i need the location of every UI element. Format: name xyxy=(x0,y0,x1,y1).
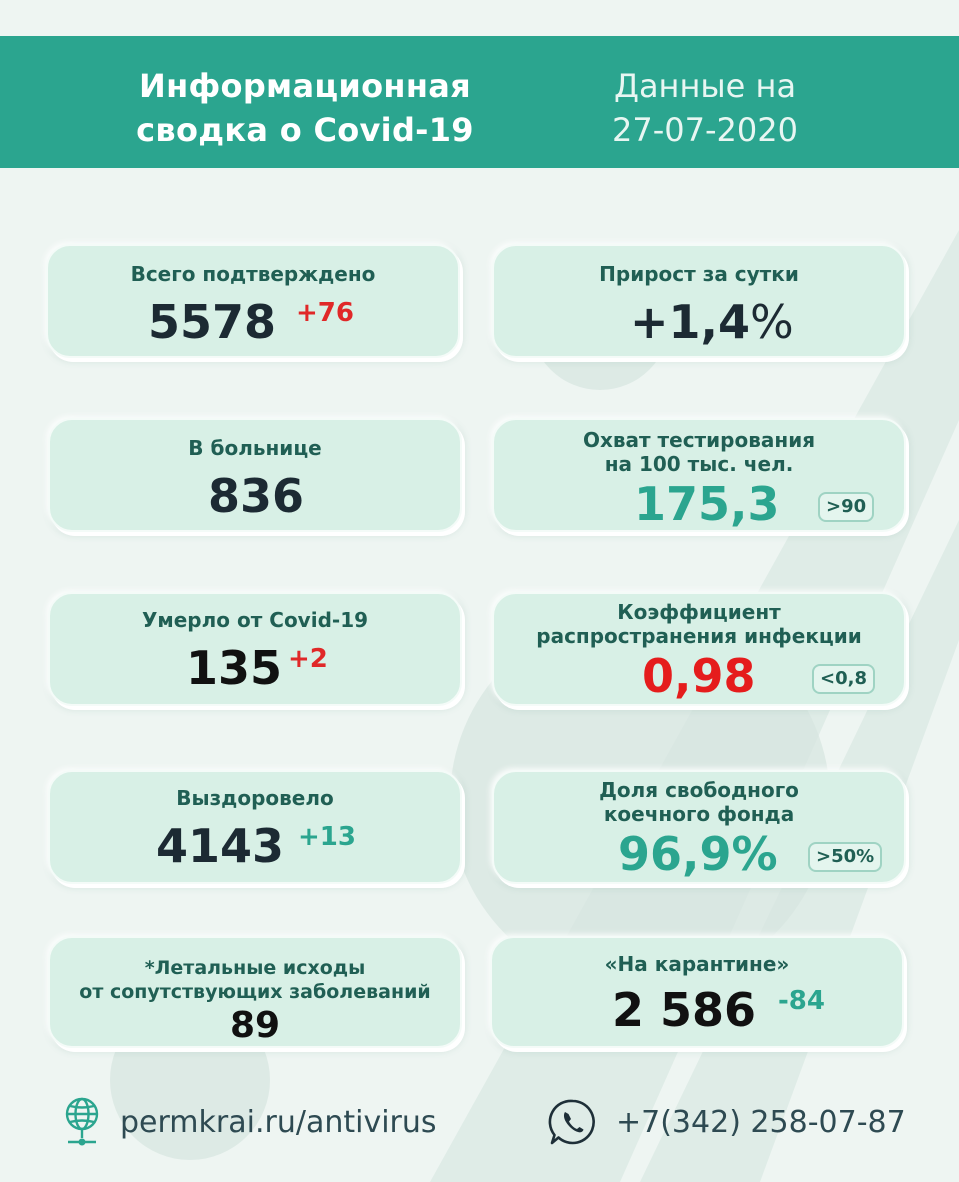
card-testing xyxy=(492,418,906,532)
card-value: 4143 xyxy=(156,819,285,873)
card-r-factor xyxy=(492,592,906,706)
card-label xyxy=(494,600,904,648)
card-beds xyxy=(492,770,906,884)
card-label-line-1: Охват тестирования xyxy=(582,428,816,452)
card-delta: +76 xyxy=(296,298,354,328)
card-label xyxy=(494,428,904,476)
card-hospital xyxy=(48,418,462,532)
card-delta: -84 xyxy=(778,986,825,1016)
card-value-unit: % xyxy=(750,295,794,349)
card-label-line-2: коечного фонда xyxy=(603,802,795,826)
page-title xyxy=(80,64,530,152)
date-line-1: Данные на xyxy=(613,67,797,105)
card-label-line-1: Коэффициент xyxy=(617,600,781,624)
card-value: 0,98 xyxy=(642,649,756,703)
card-value-number: +1,4 xyxy=(630,295,751,349)
card-label-line-1: *Летальные исходы xyxy=(144,957,366,979)
card-value: 2 586 xyxy=(612,983,757,1037)
card-label: «На карантине» xyxy=(604,952,790,976)
card-label: Выздоровело xyxy=(176,786,334,810)
card-deaths xyxy=(48,592,462,706)
threshold-badge: >90 xyxy=(818,492,874,522)
title-line-1: Информационная xyxy=(139,67,471,105)
card-comorbid-deaths xyxy=(48,936,462,1048)
globe-icon xyxy=(62,1096,102,1148)
card-value: 96,9% xyxy=(618,827,778,881)
card-label: Всего подтверждено xyxy=(130,262,376,286)
report-date xyxy=(560,64,850,152)
title-line-2: сводка о Covid-19 xyxy=(136,111,474,149)
card-daily-growth xyxy=(492,244,906,358)
card-quarantine xyxy=(490,936,904,1048)
card-value: 5578 xyxy=(148,295,277,349)
card-label xyxy=(494,778,904,826)
card-delta: +2 xyxy=(288,644,328,674)
footer-phone[interactable] xyxy=(548,1096,906,1148)
card-label-line-2: распространения инфекции xyxy=(536,624,862,648)
website-link[interactable]: permkrai.ru/antivirus xyxy=(120,1104,437,1140)
threshold-badge: <0,8 xyxy=(812,664,875,694)
card-delta: +13 xyxy=(298,822,356,852)
card-label-line-2: от сопутствующих заболеваний xyxy=(79,981,431,1003)
card-value: 135 xyxy=(186,641,283,695)
card-value: 175,3 xyxy=(634,477,780,531)
card-label: В больнице xyxy=(188,436,322,460)
phone-number[interactable]: +7(342) 258-07-87 xyxy=(616,1104,906,1140)
card-label-line-2: на 100 тыс. чел. xyxy=(604,452,794,476)
card-value: 836 xyxy=(208,469,305,523)
whatsapp-phone-icon xyxy=(548,1097,598,1147)
card-recovered xyxy=(48,770,462,884)
card-value: 89 xyxy=(230,1005,281,1046)
card-label: Прирост за сутки xyxy=(599,262,799,286)
footer-website[interactable] xyxy=(62,1096,437,1148)
card-value xyxy=(630,296,794,348)
card-label xyxy=(50,956,460,1004)
card-confirmed xyxy=(46,244,460,358)
card-label: Умерло от Covid-19 xyxy=(141,608,369,632)
card-label-line-1: Доля свободного xyxy=(599,778,799,802)
date-line-2: 27-07-2020 xyxy=(612,111,798,149)
threshold-badge: >50% xyxy=(808,842,882,872)
